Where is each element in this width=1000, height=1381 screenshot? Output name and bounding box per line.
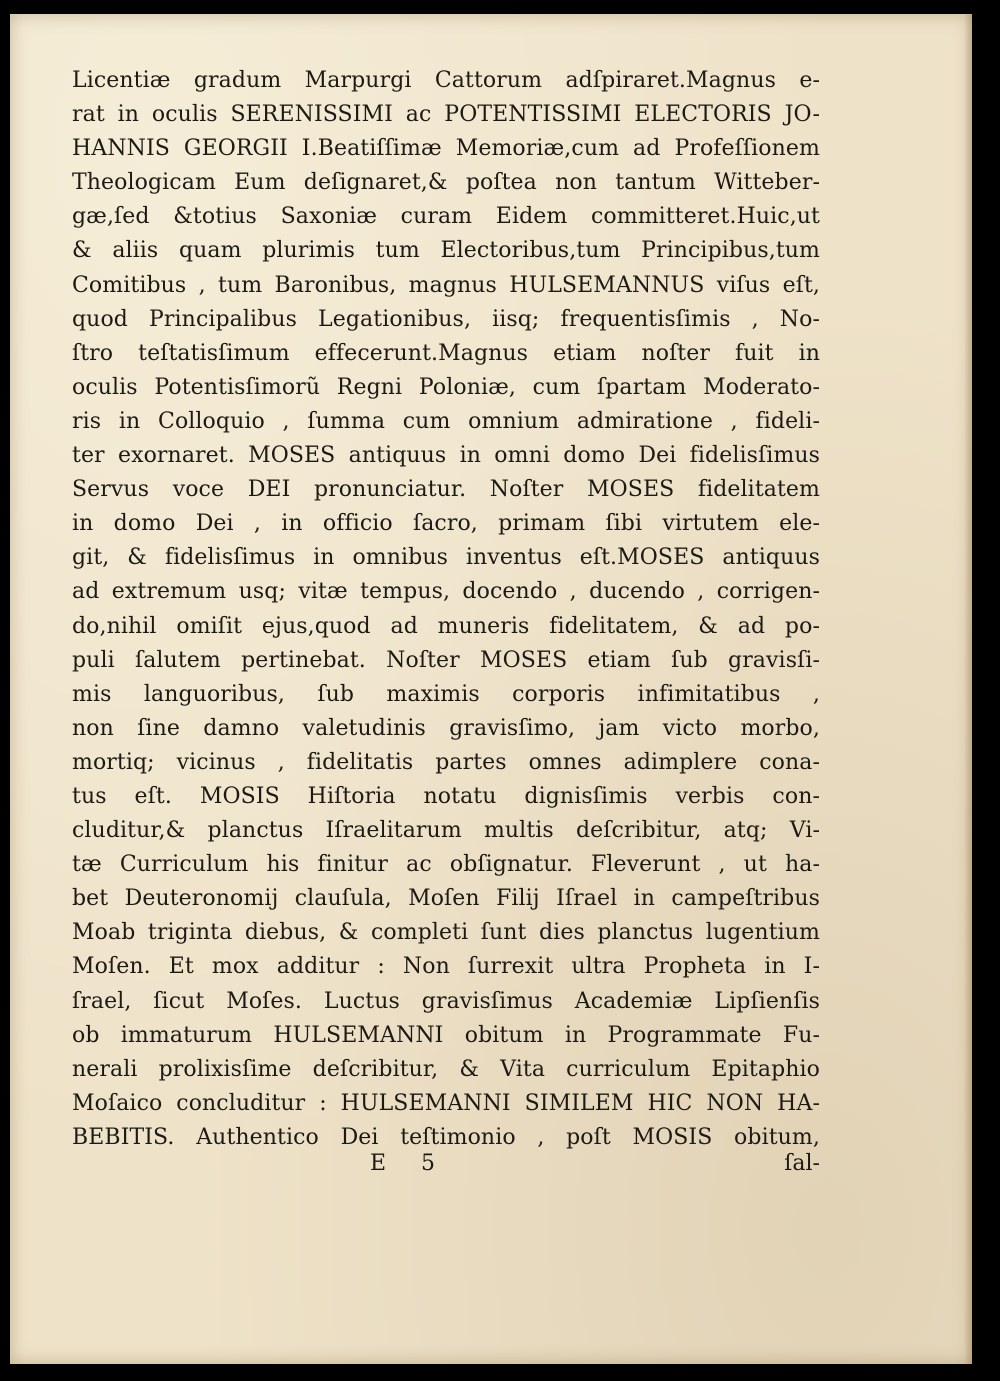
text-line: Moſaico concluditur : HULSEMANNI SIMILEM HIC NON HA- — [72, 1090, 820, 1116]
text-line: ſrael, ſicut Moſes. Luctus gravisſimus Academiæ Lipſienſis — [72, 988, 820, 1014]
text-line: bet Deuteronomij clauſula, Moſen Filij Iſrael in campeſtribus — [72, 886, 820, 912]
book-page — [10, 14, 972, 1364]
text-line: Theologicam Eum deſignaret,& poſtea non tantum Witteber- — [72, 170, 820, 196]
text-line: ad extremum usq; vitæ tempus, docendo , ducendo , corrigen- — [72, 579, 820, 605]
text-line: ris in Colloquio , ſumma cum omnium admiratione , fideli- — [72, 408, 820, 434]
text-line: Comitibus , tum Baronibus, magnus HULSEMANNUS viſus eſt, — [72, 272, 820, 298]
text-line: Servus voce DEI pronunciatur. Noſter MOSES fidelitatem — [72, 477, 820, 503]
text-line: cluditur,& planctus Iſraelitarum multis deſcribitur, atq; Vi- — [72, 818, 820, 844]
text-line: Licentiæ gradum Marpurgi Cattorum adſpiraret.Magnus e- — [72, 68, 820, 93]
page-edge — [964, 14, 972, 1364]
text-line: ob immaturum HULSEMANNI obitum in Programmate Fu- — [72, 1022, 820, 1048]
text-line: Moſen. Et mox additur : Non ſurrexit ultra Propheta in I- — [72, 954, 820, 980]
text-line: gæ,ſed &totius Saxoniæ curam Eidem committeret.Huic,ut — [72, 204, 820, 230]
text-line: git, & fidelisſimus in omnibus inventus eſt.MOSES antiquus — [72, 545, 820, 571]
text-line: puli ſalutem pertinebat. Noſter MOSES etiam ſub gravisſi- — [72, 647, 820, 673]
text-line: tæ Curriculum his finitur ac obſignatur. Fleverunt , ut ha- — [72, 852, 820, 878]
body-text — [72, 64, 820, 1155]
page-footer — [72, 1147, 820, 1187]
text-line: quod Principalibus Legationibus, iisq; frequentisſimis , No- — [72, 306, 820, 332]
text-line: tus eſt. MOSIS Hiſtoria notatu dignisſimis verbis con- — [72, 783, 820, 809]
text-line: Moab triginta diebus, & completi ſunt dies planctus lugentium — [72, 920, 820, 946]
text-line: rat in oculis SERENISSIMI ac POTENTISSIMI ELECTORIS JO- — [72, 102, 820, 128]
text-line: mortiq; vicinus , fidelitatis partes omnes adimplere cona- — [72, 749, 820, 775]
text-line: BEBITIS. Authentico Dei teſtimonio , poſt MOSIS obitum, — [72, 1124, 820, 1150]
text-line: ſtro teſtatisſimum effecerunt.Magnus etiam noſter fuit in — [72, 340, 820, 366]
signature-mark: E 5 — [370, 1151, 450, 1176]
text-line: oculis Potentisſimorũ Regni Poloniæ, cum ſpartam Moderato- — [72, 374, 820, 400]
text-line: & aliis quam plurimis tum Electoribus,tum Principibus,tum — [72, 238, 820, 264]
text-line: ter exornaret. MOSES antiquus in omni domo Dei fidelisſimus — [72, 443, 820, 469]
text-line: non ſine damno valetudinis gravisſimo, jam victo morbo, — [72, 715, 820, 741]
text-line: nerali prolixisſime deſcribitur, & Vita curriculum Epitaphio — [72, 1056, 820, 1082]
text-line: mis languoribus, ſub maximis corporis infimitatibus , — [72, 681, 820, 707]
text-line: HANNIS GEORGII I.Beatiſſimæ Memoriæ,cum ad Profeſſionem — [72, 136, 820, 162]
text-line: in domo Dei , in officio ſacro, primam ſibi virtutem ele- — [72, 511, 820, 537]
catchword: ſal- — [784, 1151, 820, 1176]
text-line: do,nihil omiſit ejus,quod ad muneris fidelitatem, & ad po- — [72, 613, 820, 639]
